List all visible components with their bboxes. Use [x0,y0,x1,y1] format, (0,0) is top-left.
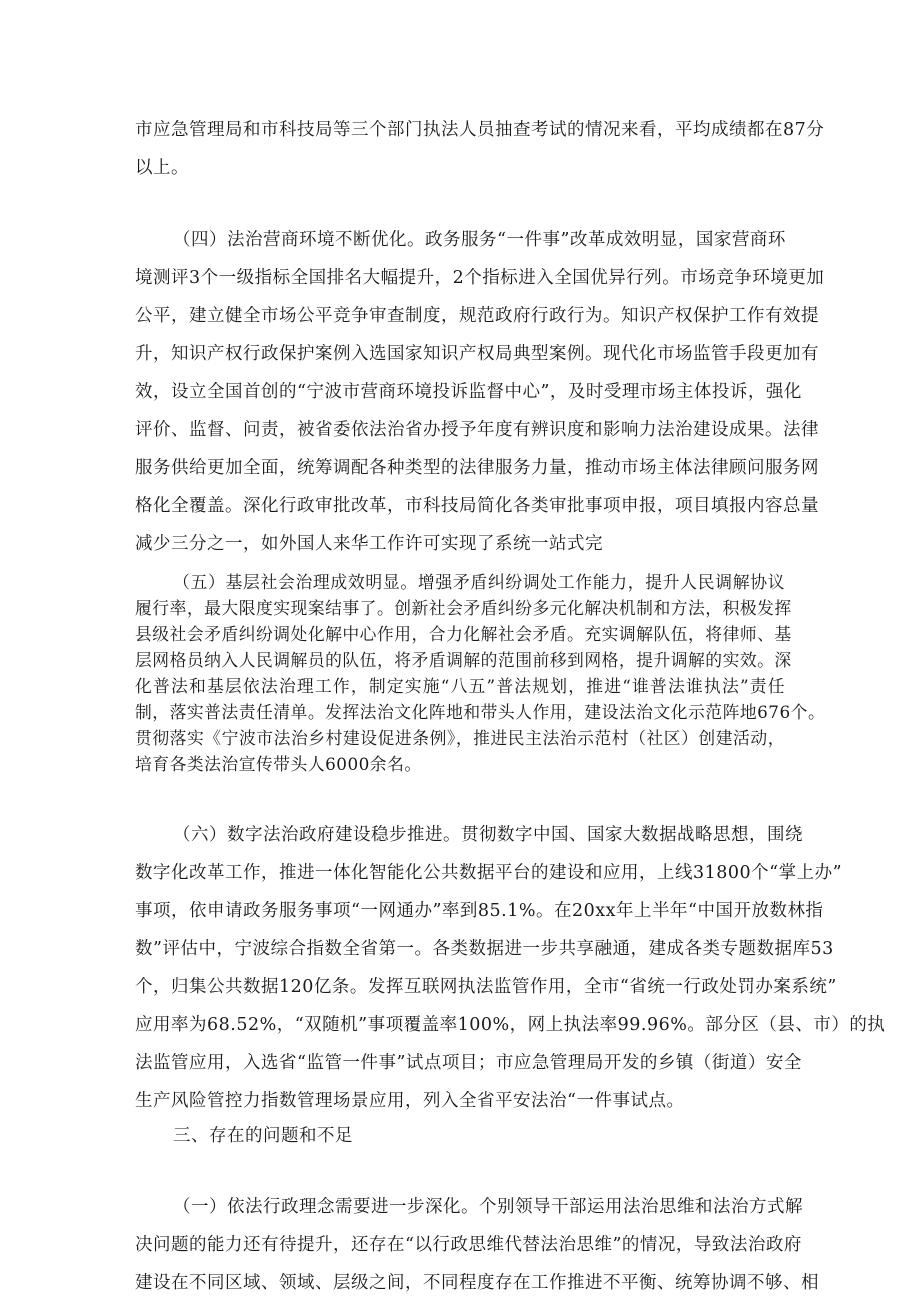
paragraph-line: 数”评估中，宁波综合指数全省第一。各类数据进一步共享融通，建成各类专题数据库53 [135,939,834,959]
paragraph-line: 培育各类法治宣传带头人6000余名。 [135,754,422,774]
paragraph-line: 升，知识产权行政保护案例入选国家知识产权局典型案例。现代化市场监管手段更加有 [135,344,819,364]
paragraph-line: 市应急管理局和市科技局等三个部门执法人员抽查考试的情况来看，平均成绩都在87分 [135,120,825,140]
paragraph-line: 事项，依申请政务服务事项“一网通办”率到85.1%。在20xx年上半年“中国开放数林指 [135,901,824,921]
paragraph-line: 数字化改革工作，推进一体化智能化公共数据平台的建设和应用，上线31800个“掌上办” [135,863,843,883]
section-heading: 三、存在的问题和不足 [173,1126,353,1146]
paragraph-line: 决问题的能力还有待提升，还存在“以行政思维代替法治思维”的情况，导致法治政府 [135,1235,802,1255]
paragraph-line: 生产风险管控力指数管理场景应用，列入全省平安法治“一件事试点。 [135,1091,685,1111]
paragraph-line: 化普法和基层依法治理工作，制定实施“八五”普法规划，推进“谁普法谁执法”责任 [135,676,785,696]
paragraph-line: 服务供给更加全面，统筹调配各种类型的法律服务力量，推动市场主体法律顾问服务网 [135,458,819,478]
paragraph-line: 境测评3个一级指标全国排名大幅提升，2个指标进入全国优异行列。市场竞争环境更加 [135,268,825,288]
paragraph-line: （六）数字法治政府建设稳步推进。贯彻数字中国、国家大数据战略思想，围绕 [173,825,803,845]
paragraph-line: 以上。 [135,158,189,178]
paragraph-line: 建设在不同区域、领域、层级之间，不同程度存在工作推进不平衡、统筹协调不够、相 [135,1273,819,1293]
paragraph-line: （五）基层社会治理成效明显。增强矛盾纠纷调处工作能力，提升人民调解协议 [173,572,785,592]
paragraph-line: 减少三分之一，如外国人来华工作许可实现了系统一站式完 [135,534,603,554]
paragraph-line: （一）依法行政理念需要进一步深化。个别领导干部运用法治思维和法治方式解 [173,1197,803,1217]
paragraph-line: 效，设立全国首创的“宁波市营商环境投诉监督中心”，及时受理市场主体投诉，强化 [135,382,802,402]
paragraph-line: 法监管应用，入选省“监管一件事”试点项目；市应急管理局开发的乡镇（街道）安全 [135,1053,802,1073]
paragraph-line: 公平，建立健全市场公平竞争审查制度，规范政府行政行为。知识产权保护工作有效提 [135,306,819,326]
paragraph-line: 层网格员纳入人民调解员的队伍，将矛盾调解的范围前移到网格，提升调解的实效。深 [135,650,792,670]
paragraph-line: 个，归集公共数据120亿条。发挥互联网执法监管作用，全市“省统一行政处罚办案系统” [135,977,837,997]
paragraph-line: 贯彻落实《宁波市法治乡村建设促进条例》，推进民主法治示范村（社区）创建活动， [135,728,785,748]
paragraph-line: 格化全覆盖。深化行政审批改革，市科技局简化各类审批事项申报，项目填报内容总量 [135,496,819,516]
paragraph-line: 制，落实普法责任清单。发挥法治文化阵地和带头人作用，建设法治文化示范阵地676个。 [135,702,826,722]
paragraph-line: 履行率，最大限度实现案结事了。创新社会矛盾纠纷多元化解决机制和方法，积极发挥 [135,598,792,618]
paragraph-line: 评价、监督、问责，被省委依法治省办授予年度有辨识度和影响力法治建设成果。法律 [135,420,819,440]
paragraph-line: 县级社会矛盾纠纷调处化解中心作用，合力化解社会矛盾。充实调解队伍，将律师、基 [135,624,792,644]
paragraph-line: 应用率为68.52%，“双随机”事项覆盖率100%，网上执法率99.96%。部分区（县、市）的执 [135,1015,886,1035]
paragraph-line: （四）法治营商环境不断优化。政务服务“一件事”改革成效明显，国家营商环 [173,230,786,250]
